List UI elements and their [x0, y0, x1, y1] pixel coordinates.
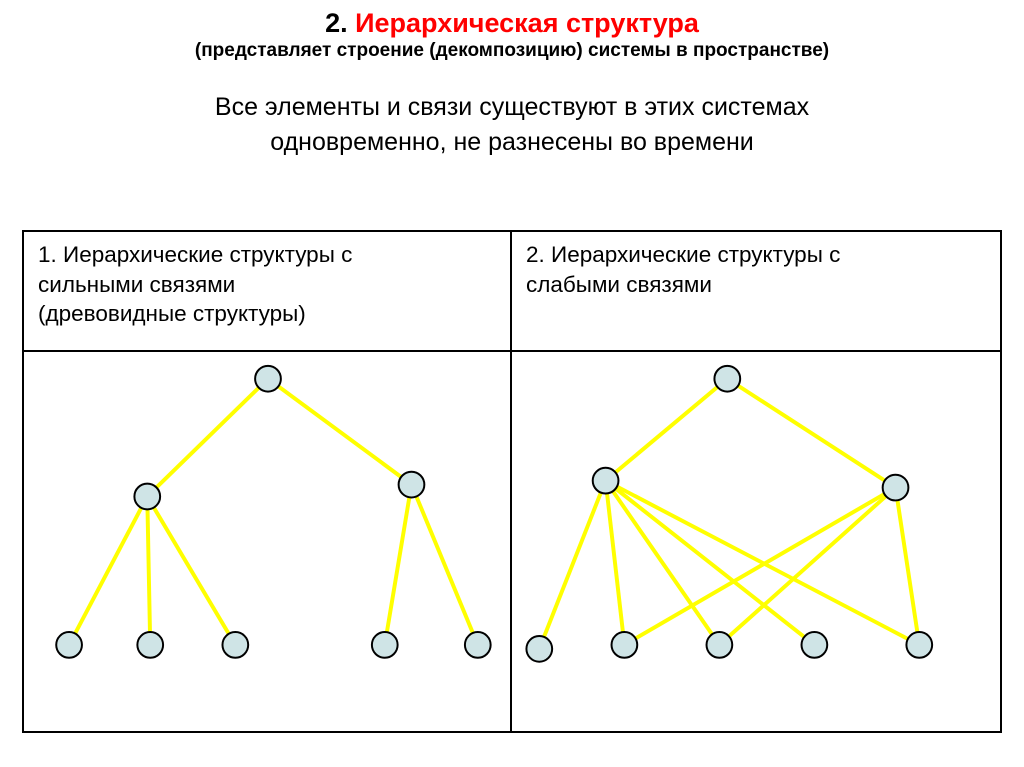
graph-edge: [147, 496, 150, 644]
body-cell-left: [24, 352, 512, 731]
graph-node: [802, 632, 828, 658]
title-main: Иерархическая структура: [355, 8, 699, 38]
right-header-line-1: 2. Иерархические структуры с: [526, 242, 841, 267]
intro-line-1: Все элементы и связи существуют в этих системах: [214, 93, 810, 122]
graph-edge: [896, 488, 920, 645]
intro-line-2: одновременно, не разнесены во времени: [270, 127, 754, 156]
graph-edge: [147, 496, 235, 644]
body-cell-right: [512, 352, 1000, 731]
table-header-row: [24, 232, 1000, 352]
intro-paragraph: [0, 90, 1024, 159]
graph-node: [134, 484, 160, 510]
graph-edge: [268, 379, 411, 485]
right-header-text: [512, 232, 1000, 299]
graph-edge: [606, 481, 815, 645]
tree-strong-links-graph: [24, 352, 510, 731]
tree-strong-links-svg: [24, 352, 510, 731]
graph-node: [56, 632, 82, 658]
title-number: 2.: [325, 8, 348, 38]
comparison-table: [22, 230, 1002, 733]
graph-edge: [411, 485, 477, 645]
left-header-line-3: (древовидные структуры): [38, 301, 306, 327]
right-header-line-2: слабыми связями: [526, 271, 712, 297]
graph-node: [707, 632, 733, 658]
tree-weak-links-svg: [512, 352, 1000, 731]
page-title: [0, 8, 1024, 38]
graph-edge: [69, 496, 147, 644]
graph-node: [465, 632, 491, 658]
graph-node: [137, 632, 163, 658]
title-block: [0, 0, 1024, 62]
left-header-text: [24, 232, 510, 329]
header-cell-right: [512, 232, 1000, 350]
graph-edge: [719, 488, 895, 645]
left-header-line-1: 1. Иерархические структуры с: [38, 242, 353, 267]
graph-node: [399, 472, 425, 498]
graph-node: [612, 632, 638, 658]
left-header-line-2: сильными связями: [38, 271, 236, 297]
graph-node: [906, 632, 932, 658]
graph-node: [255, 366, 281, 392]
graph-node: [526, 636, 552, 662]
graph-edge: [727, 379, 895, 488]
tree-weak-links-graph: [512, 352, 1000, 731]
graph-node: [883, 475, 909, 501]
graph-node: [714, 366, 740, 392]
table-body-row: [24, 352, 1000, 731]
page-subtitle: (представляет строение (декомпозицию) системы в пространстве): [194, 40, 830, 62]
graph-node: [222, 632, 248, 658]
header-cell-left: [24, 232, 512, 350]
graph-edge: [606, 379, 728, 481]
graph-node: [372, 632, 398, 658]
graph-node: [593, 468, 619, 494]
graph-edge: [147, 379, 268, 497]
graph-edge: [385, 485, 412, 645]
graph-edge: [539, 481, 605, 649]
